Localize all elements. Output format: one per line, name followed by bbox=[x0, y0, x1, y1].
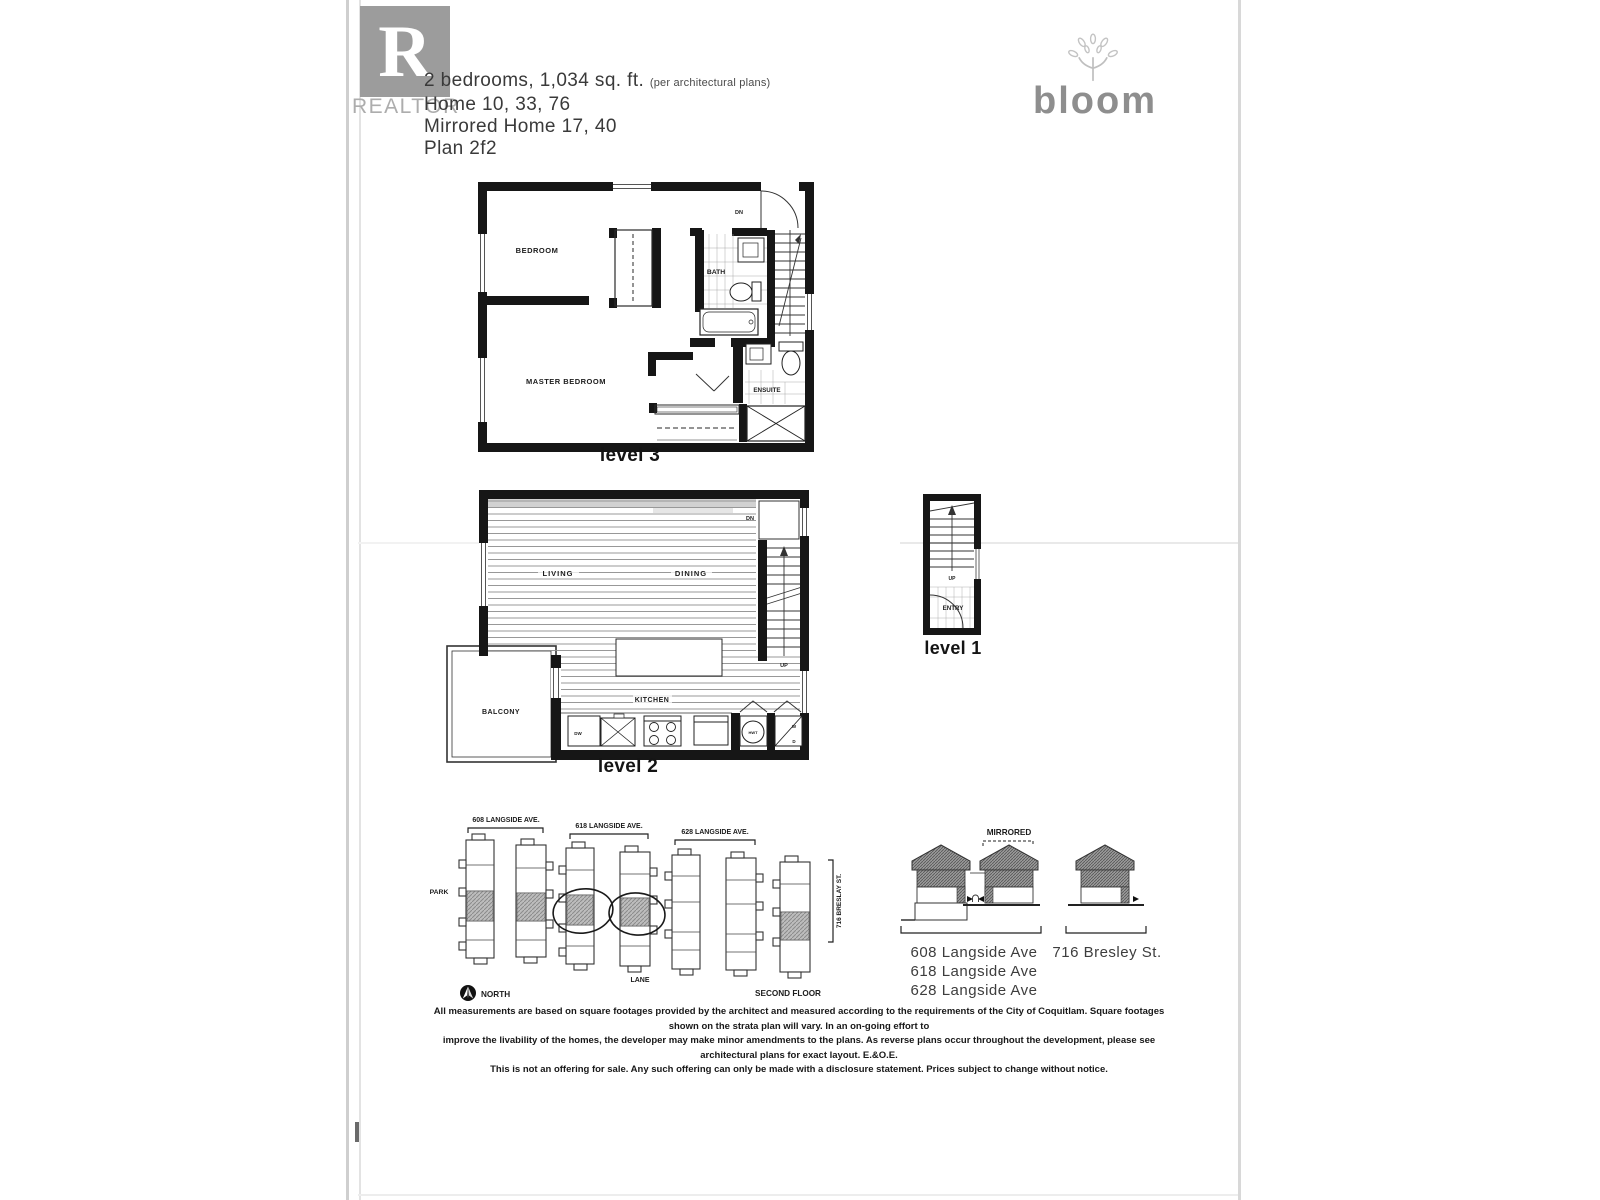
header-specs-line bbox=[424, 70, 770, 94]
header-specs-note: (per architectural plans) bbox=[649, 77, 771, 89]
level1-floorplan bbox=[915, 487, 990, 647]
north-arrow-icon bbox=[460, 985, 476, 1001]
disclaimer-line-1: All measurements are based on square footages provided by the architect and measured according to the requirements of the City of Coquitlam. Square footages shown on the strata plan will vary. In an on-going effort to bbox=[433, 1006, 1165, 1032]
elevations bbox=[878, 795, 1190, 1000]
lane-label: LANE bbox=[630, 977, 650, 984]
page-edge-bottom bbox=[358, 1194, 1238, 1196]
level3-master-label: MASTER BEDROOM bbox=[526, 377, 606, 386]
level2-dining-label: DINING bbox=[674, 569, 708, 578]
page-edge-right bbox=[1238, 0, 1241, 1200]
level2-living-label: LIVING bbox=[542, 569, 574, 578]
realtor-logo-letter: R bbox=[378, 10, 432, 93]
second-floor-label: SECOND FLOOR bbox=[755, 989, 821, 998]
bloom-wordmark: bloom bbox=[1033, 80, 1157, 122]
siteplan bbox=[420, 790, 850, 1005]
elevation-address-618: 618 Langside Ave bbox=[910, 963, 1038, 980]
page-edge-left-inner bbox=[359, 0, 361, 1200]
header-homes: Home 10, 33, 76 bbox=[424, 94, 571, 115]
header-specs: 2 bedrooms, 1,034 sq. ft. bbox=[424, 70, 645, 91]
elevation-address-608: 608 Langside Ave bbox=[910, 944, 1038, 961]
breslay-label: 716 BRESLAY ST. bbox=[836, 873, 843, 929]
bloom-tree-icon bbox=[1066, 32, 1120, 82]
disclaimer bbox=[418, 1005, 1180, 1078]
level2-up-label: UP bbox=[780, 663, 788, 669]
level2-balcony-label: BALCONY bbox=[481, 709, 521, 716]
park-label: PARK bbox=[429, 889, 449, 896]
level3-caption: level 3 bbox=[599, 445, 661, 466]
header-plan: Plan 2f2 bbox=[424, 138, 497, 159]
street-label-608: 608 LANGSIDE AVE. bbox=[472, 817, 540, 824]
street-label-628: 628 LANGSIDE AVE. bbox=[681, 829, 749, 836]
elevation-house-mirrored bbox=[963, 845, 1040, 905]
disclaimer-line-3: This is not an offering for sale. Any such offering can only be made with a disclosure statement. Prices subject to change without notice. bbox=[490, 1064, 1108, 1075]
level2-w-label: W bbox=[791, 724, 797, 729]
level2-d-label: D bbox=[792, 739, 796, 744]
disclaimer-line-2: improve the livability of the homes, the developer may make minor amendments to the plans. As reverse plans occur throughout the development, please see architectural plans for exact layout. E.&O.E. bbox=[442, 1035, 1156, 1061]
level3-bedroom-label: BEDROOM bbox=[515, 246, 559, 255]
level3-floorplan bbox=[463, 176, 815, 458]
elevation-address-716: 716 Bresley St. bbox=[1052, 944, 1162, 961]
level1-entry-label: ENTRY bbox=[942, 605, 964, 612]
level2-floorplan bbox=[428, 468, 818, 768]
level3-ensuite-label: ENSUITE bbox=[753, 387, 781, 394]
level2-caption: level 2 bbox=[597, 756, 659, 777]
elevation-address-628: 628 Langside Ave bbox=[910, 982, 1038, 999]
level2-dw-label: DW bbox=[574, 731, 582, 736]
level1-up-label: UP bbox=[948, 576, 956, 582]
elevation-house-608 bbox=[901, 845, 970, 920]
elevation-house-716 bbox=[1068, 845, 1144, 905]
mirrored-label: MIRRORED bbox=[986, 828, 1032, 837]
realtor-logo-label: REALTOR bbox=[352, 95, 460, 118]
level3-dn-label: DN bbox=[735, 210, 743, 216]
entry-markers bbox=[967, 895, 984, 902]
level1-caption: level 1 bbox=[924, 638, 982, 658]
street-label-618: 618 LANGSIDE AVE. bbox=[575, 823, 643, 830]
header-mirrored: Mirrored Home 17, 40 bbox=[424, 116, 617, 137]
plan-header bbox=[424, 70, 770, 160]
level3-bath-label: BATH bbox=[706, 269, 726, 276]
scan-tick bbox=[355, 1122, 359, 1142]
level2-dn-label: DN bbox=[746, 516, 754, 522]
level2-hwt-label: HWT bbox=[748, 730, 758, 735]
north-label: NORTH bbox=[481, 990, 511, 999]
page-edge-left bbox=[346, 0, 349, 1200]
level2-kitchen-label: KITCHEN bbox=[634, 697, 670, 704]
